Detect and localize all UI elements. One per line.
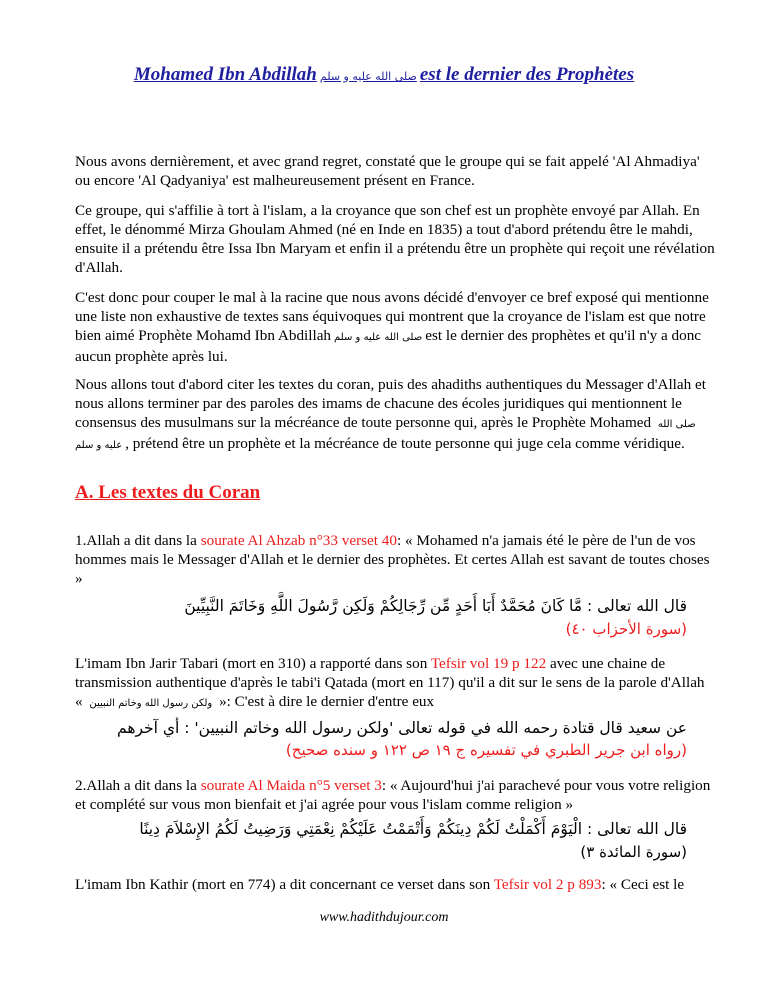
p4-text-before: Nous allons tout d'abord citer les textes du coran, puis des ahadiths authentiques du Messager d'Allah et nous allons terminer par des paroles des imams de chacune des écoles juridiques qui mentionnent le consensus des musulmans sur la mécréance de toute personne qui, après le Prophète Mohamed <box>75 376 706 431</box>
p3-text-after: est le dernier des prophètes et qu'il n'y a donc aucun prophète après lui. <box>75 327 702 365</box>
tabari-arabic-quote-inline: ولكن رسول الله وخاتم النبيين <box>89 698 213 709</box>
kathir-paragraph <box>75 875 715 894</box>
verse-2-reference: sourate Al Maida n°5 verset 3 <box>200 777 382 794</box>
p3-text-before: C'est donc pour couper le mal à la racine que nous avons décidé d'envoyer ce bref exposé qui mentionne une liste non exhaustive de textes sans équivoques qui montrent que la croyance de l'islam est que notre bien aimé Prophète Mohamd Ibn Abdillah <box>75 289 709 344</box>
footer-url[interactable]: www.hadithdujour.com <box>319 910 449 925</box>
intro-paragraph-3 <box>75 288 715 366</box>
tabari-middle: avec une chaine de transmission authentique d'après le tabi'i Qatada (mort en 117) qu'il a dit sur le sens de la parole d'Allah « <box>75 655 705 710</box>
verse-2-translation: : « Aujourd'hui j'ai parachevé pour vous votre religion et complété sur vous mon bienfait et j'ai agrée pour vous l'islam comme religion » <box>75 777 711 813</box>
verse-1-reference: sourate Al Ahzab n°33 verset 40 <box>200 532 397 549</box>
verse-2-arabic-reference: (سورة المائدة ٣) <box>580 843 687 861</box>
tabari-intro: L'imam Ibn Jarir Tabari (mort en 310) a rapporté dans son <box>75 655 431 672</box>
verse-2-arabic: قال الله تعالى : الْيَوْمَ أَكْمَلْتُ لَكُمْ دِينَكُمْ وَأَتْمَمْتُ عَلَيْكُمْ نِعْمَتِي وَرَضِيتُ لَكُمُ الإِسْلاَمَ دِينًا <box>139 820 687 838</box>
verse-1-paragraph <box>75 531 715 588</box>
verse-1-translation: : « Mohamed n'a jamais été le père de l'un de vos hommes mais le Messager d'Allah et le dernier des prophètes. Et certes Allah est savant de toutes choses » <box>75 532 710 587</box>
title-part-latin: Mohamed Ibn Abdillah <box>133 64 317 85</box>
qatada-arabic-source: (رواه ابن جرير الطبري في تفسيره ج ١٩ ص ١٢٢ و سنده صحيح) <box>285 741 687 759</box>
p4-text-after: , prétend être un prophète et la mécréance de toute personne qui juge cela comme véridique. <box>125 435 685 452</box>
kathir-after: : « Ceci est le <box>601 876 685 893</box>
page-title <box>0 64 768 88</box>
verse-1-intro: 1.Allah a dit dans la <box>75 532 201 549</box>
kathir-reference: Tefsir vol 2 p 893 <box>493 876 602 893</box>
title-part-end: est le dernier des Prophètes <box>419 64 635 85</box>
qatada-arabic-quote: عن سعيد قال قتادة رحمه الله في قوله تعالى 'ولكن رسول الله وخاتم النبيين' : أي آخرهم <box>117 719 687 737</box>
intro-paragraph-2: Ce groupe, qui s'affilie à tort à l'islam, a la croyance que son chef est un prophète envoyé par Allah. En effet, le dénommé Mirza Ghoulam Ahmed (né en Inde en 1835) a tout d'abord prétendu être le mahdi, ensuite il a prétendu être Issa Ibn Maryam et enfin il a prétendu être un prophète qui reçoit une révélation d'Allah. <box>75 202 715 276</box>
p3-salutation-arabic: صلى الله عليه و سلم <box>334 332 423 343</box>
intro-paragraph-4 <box>75 375 715 455</box>
verse-1-arabic: قال الله تعالى : مَّا كَانَ مُحَمَّدٌ أَبَا أَحَدٍ مِّن رِّجَالِكُمْ وَلَكِن رَّسُولَ اللَّهِ وَخَاتَمَ النَّبِيِّينَ <box>184 597 687 615</box>
tabari-paragraph <box>75 654 715 713</box>
intro-paragraph-1: Nous avons dernièrement, et avec grand regret, constaté que le groupe qui se fait appelé 'Al Ahmadiya' ou encore 'Al Qadyaniya' est malheureusement présent en France. <box>75 153 700 189</box>
verse-2-paragraph <box>75 776 715 814</box>
section-heading-coran: A. Les textes du Coran <box>75 482 261 503</box>
verse-2-intro: 2.Allah a dit dans la <box>75 777 201 794</box>
p4-salutation-arabic: صلى الله عليه و سلم <box>75 419 696 451</box>
tabari-after: »: C'est à dire le dernier d'entre eux <box>215 693 435 710</box>
title-salutation-arabic: صلى الله عليه و سلم <box>319 70 417 83</box>
tabari-reference: Tefsir vol 19 p 122 <box>430 655 547 672</box>
verse-1-arabic-reference: (سورة الأحزاب ٤٠) <box>565 620 687 638</box>
kathir-intro: L'imam Ibn Kathir (mort en 774) a dit concernant ce verset dans son <box>75 876 494 893</box>
